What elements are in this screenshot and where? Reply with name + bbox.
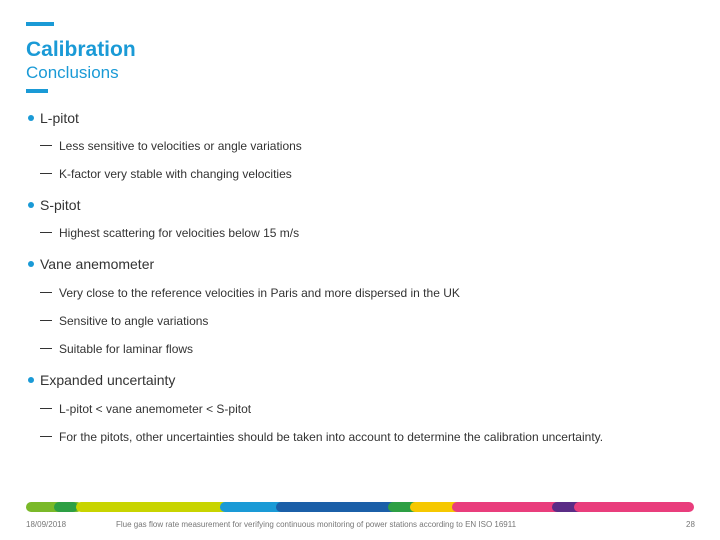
bullet-dot-icon — [28, 202, 34, 208]
sub-bullet-text: Less sensitive to velocities or angle variations — [59, 139, 302, 153]
bar-segment — [54, 502, 78, 512]
bullet-dot-icon — [28, 261, 34, 267]
bullet-label: Expanded uncertainty — [40, 372, 176, 388]
sub-bullet-item — [40, 166, 292, 182]
footer-date: 18/09/2018 — [26, 520, 67, 529]
sub-bullet-item — [40, 401, 251, 417]
dash-icon — [40, 436, 52, 437]
dash-icon — [40, 292, 52, 293]
bullet-dot-icon — [28, 377, 34, 383]
footer-color-bar — [26, 502, 694, 512]
dash-icon — [40, 173, 52, 174]
dash-icon — [40, 145, 52, 146]
footer-text: Flue gas flow rate measurement for verifying continuous monitoring of power stations according to EN ISO 16911 — [116, 520, 517, 529]
bullet-dot-icon — [28, 115, 34, 121]
sub-bullet-item — [40, 313, 208, 329]
bullet-label: L-pitot — [40, 110, 79, 126]
sub-bullet-text: Highest scattering for velocities below 15 m/s — [59, 226, 300, 240]
dash-icon — [40, 408, 52, 409]
title-accent-line — [26, 22, 54, 26]
sub-bullet-text: For the pitots, other uncertainties should be taken into account to determine the calibration uncertainty. — [59, 430, 604, 444]
dash-icon — [40, 320, 52, 321]
dash-icon — [40, 348, 52, 349]
sub-bullet-text: L-pitot < vane anemometer < S-pitot — [59, 402, 252, 416]
sub-bullet-text: K-factor very stable with changing velocities — [59, 167, 292, 181]
page-number: 28 — [686, 520, 695, 529]
slide-subtitle: Conclusions — [26, 63, 119, 82]
bullet-item — [28, 371, 175, 389]
sub-bullet-item — [40, 138, 302, 154]
bullet-item — [28, 255, 154, 273]
sub-bullet-text: Suitable for laminar flows — [59, 342, 194, 356]
slide-title: Calibration — [26, 38, 136, 61]
sub-bullet-text: Very close to the reference velocities in Paris and more dispersed in the UK — [59, 286, 460, 300]
sub-bullet-item — [40, 429, 603, 445]
sub-bullet-item — [40, 341, 193, 357]
sub-bullet-text: Sensitive to angle variations — [59, 314, 209, 328]
bullet-label: Vane anemometer — [40, 256, 155, 272]
subtitle-accent-line — [26, 89, 48, 93]
sub-bullet-item — [40, 285, 460, 301]
bullet-item — [28, 109, 79, 127]
sub-bullet-item — [40, 225, 299, 241]
dash-icon — [40, 232, 52, 233]
bar-segment — [574, 502, 694, 512]
bullet-item — [28, 196, 80, 214]
bullet-label: S-pitot — [40, 197, 81, 213]
